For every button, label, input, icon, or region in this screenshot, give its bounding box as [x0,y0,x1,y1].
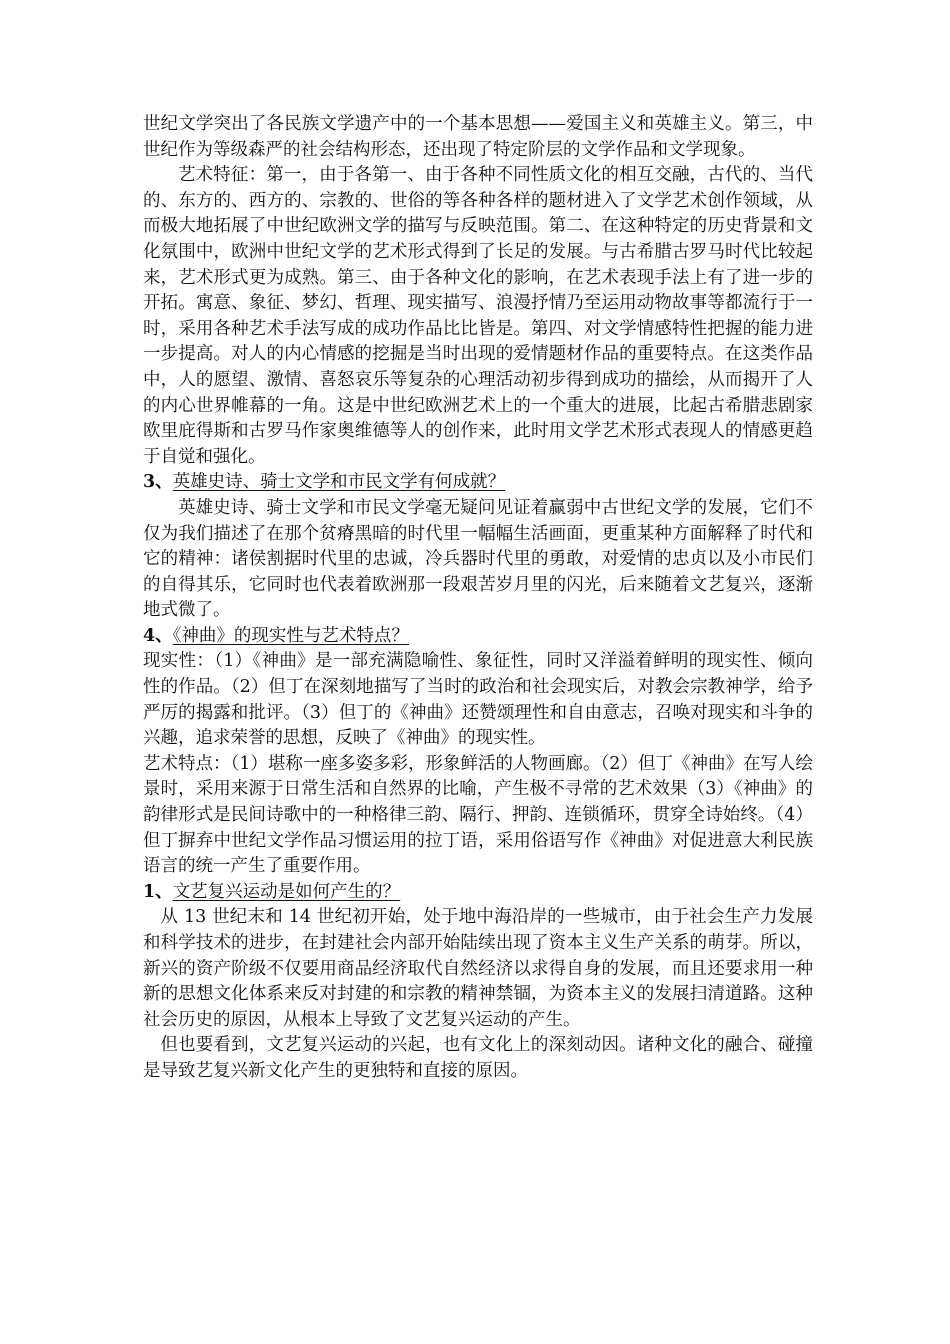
art-features-paragraph: 艺术特征：第一，由于各第一、由于各种不同性质文化的相互交融，古代的、当代的、东方的、西方的、宗教的、世俗的等各种各样的题材进入了文学艺术创作领域，从而极大地拓展了中世纪欧洲文学的描写与反映范围。第二、在这种特定的历史背景和文化氛围中，欧洲中世纪文学的艺术形式得到了长足的发展。与古希腊古罗马时代比较起来，艺术形式更为成熟。第三、由于各种文化的影响，在艺术表现手法上有了进一步的开拓。寓意、象征、梦幻、哲理、现实描写、浪漫抒情乃至运用动物故事等都流行于一时，采用各种艺术手法写成的成功作品比比皆是。第四、对文学情感特性把握的能力进一步提高。对人的内心情感的挖掘是当时出现的爱情题材作品的重要特点。在这类作品中，人的愿望、激情、喜怒哀乐等复杂的心理活动初步得到成功的描绘，从而揭开了人的内心世界帷幕的一角。这是中世纪欧洲艺术上的一个重大的进展，比起古希腊悲剧家欧里庇得斯和古罗马作家奥维德等人的创作来，此时用文学艺术形式表现人的情感更趋于自觉和强化。 [143,165,813,467]
section-3-body: 英雄史诗、骑士文学和市民文学毫无疑问见证着赢弱中古世纪文学的发展，它们不仅为我们描述了在那个贫瘠黑暗的时代里一幅幅生活画面，更重某种方面解释了时代和它的精神：诸侯割据时代里的忠诚，冷兵器时代里的勇敢，对爱情的忠贞以及小市民们的自得其乐，它同时也代表着欧洲那一段艰苦岁月里的闪光，后来随着文艺复兴，逐渐地式微了。 [143,497,813,621]
realism-paragraph: 现实性：（1）《神曲》是一部充满隐喻性、象征性，同时又洋溢着鲜明的现实性、倾向性的作品。（2）但丁在深刻地描写了当时的政治和社会现实后，对教会宗教神学，给予严厉的揭露和批评。（3）但丁的《神曲》还赞颂理性和自由意志，召唤对现实和斗争的兴趣，追求荣誉的思想，反映了《神曲》的现实性。 [143,651,813,749]
section-title: 《神曲》的现实性与艺术特点？ [172,625,409,646]
section-heading-4 [143,624,813,650]
section-heading-1 [143,880,813,906]
section-title: 文艺复兴运动是如何产生的？ [172,881,401,902]
document-page [143,112,813,1085]
renaissance-culture-paragraph: 但也要看到，文艺复兴运动的兴起，也有文化上的深刻动因。诸种文化的融合、碰撞是导致艺复兴新文化产生的更独特和直接的原因。 [143,1035,813,1081]
section-heading-3 [143,470,813,496]
intro-paragraph: 世纪文学突出了各民族文学遗产中的一个基本思想——爱国主义和英雄主义。第三，中世纪作为等级森严的社会结构形态，还出现了特定阶层的文学作品和文学现象。 [143,114,813,160]
section-number: 4、 [143,625,173,646]
section-number: 3、 [143,472,173,493]
section-title: 英雄史诗、骑士文学和市民文学有何成就？ [172,472,506,493]
section-number: 1、 [143,881,173,902]
art-features-list-paragraph: 艺术特点：（1）堪称一座多姿多彩，形象鲜活的人物画廊。（2）但丁《神曲》在写人绘景时，采用来源于日常生活和自然界的比喻，产生极不寻常的艺术效果（3）《神曲》的韵律形式是民间诗歌中的一种格律三韵、隔行、押韵、连锁循环，贯穿全诗始终。（4）但丁摒弃中世纪文学作品习惯运用的拉丁语，采用俗语写作《神曲》对促进意大利民族语言的统一产生了重要作用。 [143,753,813,877]
renaissance-origin-paragraph: 从 13 世纪末和 14 世纪初开始，处于地中海沿岸的一些城市，由于社会生产力发展和科学技术的进步，在封建社会内部开始陆续出现了资本主义生产关系的萌芽。所以，新兴的资产阶级不仅要用商品经济取代自然经济以求得自身的发展，而且还要求用一种新的思想文化体系来反对封建的和宗教的精神禁锢，为资本主义的发展扫清道路。这种社会历史的原因，从根本上导致了文艺复兴运动的产生。 [143,907,813,1030]
